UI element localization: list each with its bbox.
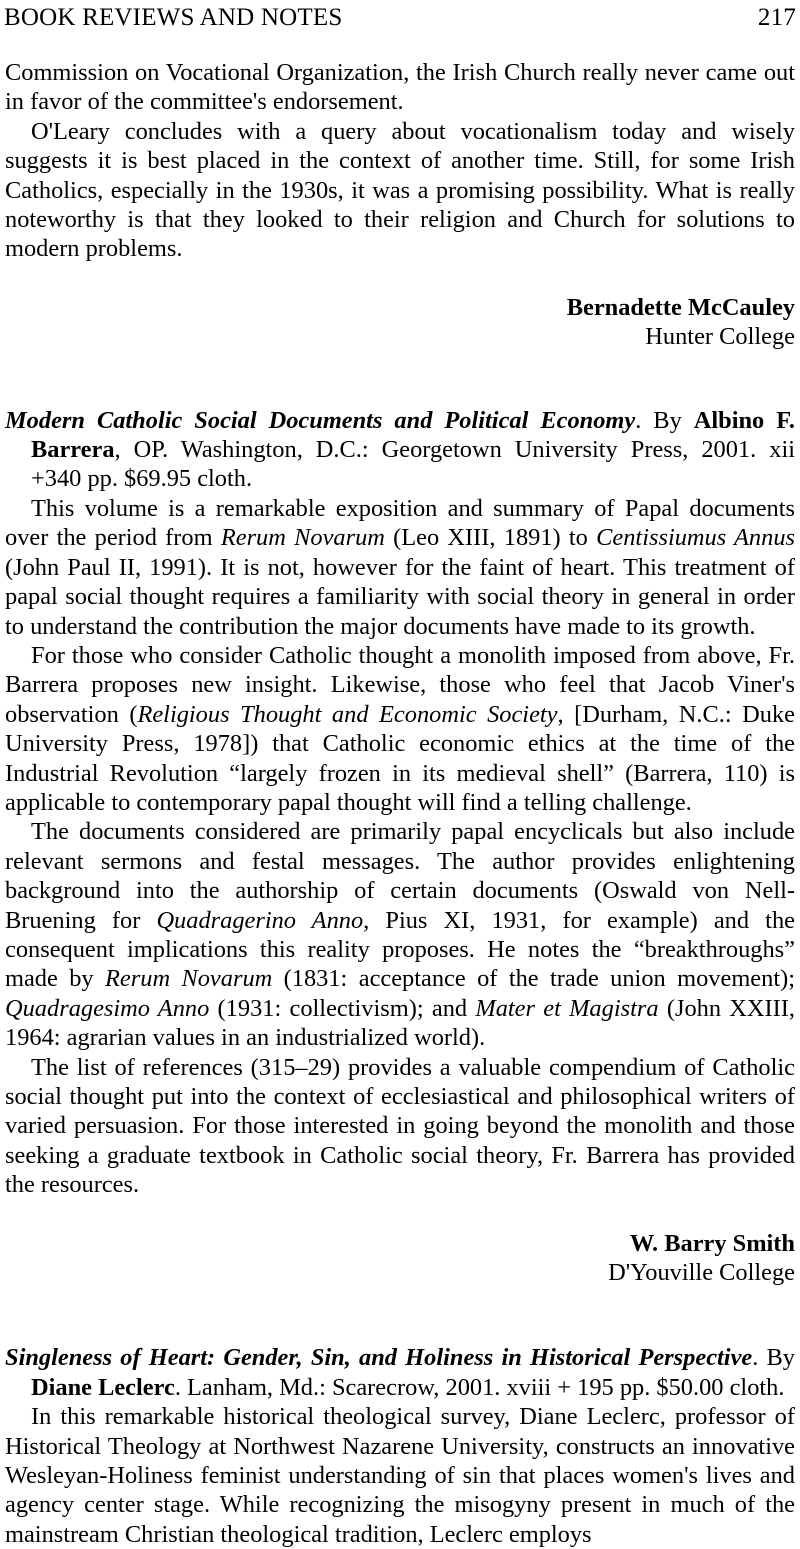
book-author: Albino F. Barrera bbox=[31, 406, 795, 464]
review-attribution-two bbox=[5, 1229, 795, 1288]
text-run: The documents considered are primarily papal encyclicals but also include relevant sermons and festal messages. The author provides enlightening background into the authorship of certain documents (Oswald von Nell-Bruening for bbox=[5, 818, 795, 934]
book-title: Modern Catholic Social Documents and Political Economy bbox=[5, 406, 636, 434]
text-run: (1831: acceptance of the trade union movement); bbox=[272, 965, 795, 993]
cited-work: Religious Thought and Economic Society bbox=[137, 700, 558, 728]
cited-work: Rerum Novarum bbox=[105, 965, 273, 993]
text-run: Pius XI, 1931, for example) and the consequent implications this reality proposes. He notes the “breakthroughs” made by bbox=[5, 906, 795, 993]
cited-work: Quadragerino Anno, bbox=[156, 906, 370, 934]
reviewer-institution: Hunter College bbox=[645, 323, 795, 351]
text-run: For those who consider Catholic thought a monolith imposed from above, Fr. Barrera proposes new insight. Likewise, those who feel that Jacob Viner's observation ( bbox=[5, 641, 795, 728]
cited-work: Rerum Novarum bbox=[220, 524, 385, 552]
paragraph-three-1: In this remarkable historical theological survey, Diane Leclerc, professor of Historical Theology at Northwest Nazarene University, constructs an innovative Wesleyan-Holiness feminist understanding of sin that places women's lives and agency center stage. While recognizing the misogyny present in much of the mainstream Christian theological tradition, Leclerc employs bbox=[5, 1403, 795, 1548]
book-heading-three bbox=[5, 1343, 795, 1402]
reviewer-institution: D'Youville College bbox=[608, 1259, 795, 1287]
running-head-title: BOOK REVIEWS AND NOTES bbox=[4, 4, 343, 31]
spacer bbox=[5, 352, 795, 406]
book-author: Diane Leclerc bbox=[31, 1373, 175, 1401]
paragraph-two-1 bbox=[5, 494, 795, 641]
review-attribution-one bbox=[5, 293, 795, 352]
paragraph-continuation: Commission on Vocational Organization, the Irish Church really never came out in favor of the committee's endorsement. bbox=[5, 59, 795, 116]
book-by-word: . By bbox=[752, 1344, 795, 1372]
spacer bbox=[5, 1200, 795, 1229]
text-run: (1931: collectivism); and bbox=[209, 994, 476, 1022]
book-by-word: . By bbox=[635, 406, 694, 434]
cited-work: Centissiumus Annus bbox=[596, 524, 796, 552]
book-imprint: . Lanham, Md.: Scarecrow, 2001. xviii + 195 pp. $50.00 cloth. bbox=[174, 1373, 785, 1401]
spacer bbox=[5, 264, 795, 293]
reviewer-name: Bernadette McCauley bbox=[566, 293, 795, 321]
text-run: (John XXIII, 1964: agrarian values in an industrialized world). bbox=[5, 994, 795, 1052]
reviewer-name: W. Barry Smith bbox=[629, 1229, 795, 1257]
text-run: (John Paul II, 1991). It is not, however for the faint of heart. This treatment of papal social thought requires a familiarity with social theory in general in order to understand the contribution the major documents have made to its growth. bbox=[5, 553, 795, 640]
page-number: 217 bbox=[757, 4, 796, 31]
paragraph-two-3 bbox=[5, 817, 795, 1052]
cited-work: Quadragesimo Anno bbox=[5, 994, 210, 1022]
text-run: This volume is a remarkable exposition and summary of Papal documents over the period from bbox=[5, 494, 795, 552]
running-head bbox=[0, 0, 800, 32]
page-content bbox=[0, 58, 800, 1549]
spacer bbox=[5, 1287, 795, 1343]
text-run: (Leo XIII, 1891) to bbox=[384, 524, 597, 552]
book-heading-two bbox=[5, 406, 795, 494]
paragraph-oleary-conclusion: O'Leary concludes with a query about vocationalism today and wisely suggests it is best placed in the context of another time. Still, for some Irish Catholics, especially in the 1930s, it was a promising possibility. What is really noteworthy is that they looked to their religion and Church for solutions to modern problems. bbox=[5, 117, 795, 263]
book-imprint: , OP. Washington, D.C.: Georgetown University Press, 2001. xii +340 pp. $69.95 cloth. bbox=[31, 436, 795, 493]
paragraph-two-2 bbox=[5, 641, 795, 817]
text-run: , [Durham, N.C.: Duke University Press, 1978]) that Catholic economic ethics at the time of the Industrial Revolution “largely frozen in its medieval shell” (Barrera, 110) is applicable to contemporary papal thought will find a telling challenge. bbox=[5, 700, 795, 816]
cited-work: Mater et Magistra bbox=[475, 994, 659, 1022]
paragraph-two-4: The list of references (315–29) provides a valuable compendium of Catholic social thought put into the context of ecclesiastical and philosophical writers of varied persuasion. For those interested in going beyond the monolith and those seeking a graduate textbook in Catholic social theory, Fr. Barrera has provided the resources. bbox=[5, 1053, 795, 1199]
book-title: Singleness of Heart: Gender, Sin, and Holiness in Historical Perspective bbox=[5, 1344, 753, 1372]
